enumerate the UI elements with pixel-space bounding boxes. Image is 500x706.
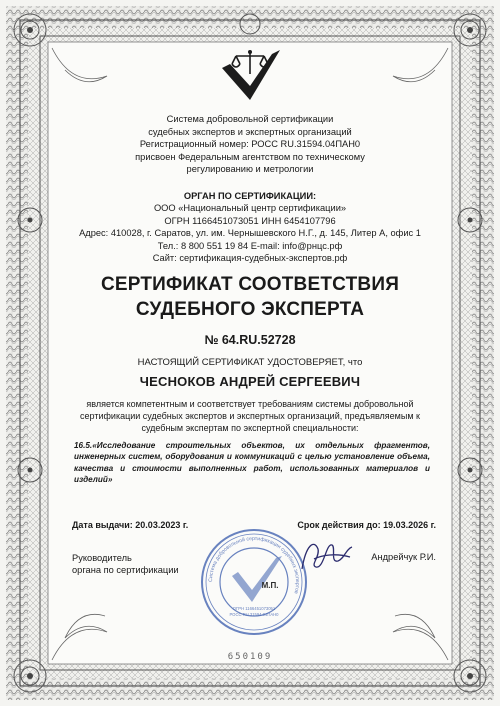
compliance-line: судебным экспертам по экспертной специальности: <box>141 423 359 434</box>
head-name: Андрейчук Р.И. <box>371 552 436 562</box>
certificate-title <box>56 272 444 322</box>
certification-system-info <box>56 113 444 176</box>
title-line: СУДЕБНОГО ЭКСПЕРТА <box>135 299 365 320</box>
org-line: ОГРН 1166451073051 ИНН 6454107796 <box>164 215 336 226</box>
head-role-line: органа по сертификации <box>72 565 179 576</box>
seal-ogrn: ОГРН 1166451073051 <box>232 606 276 611</box>
system-line: Система добровольной сертификации <box>166 114 334 124</box>
head-role-line: Руководитель <box>72 553 132 563</box>
scales-logo-icon <box>218 46 282 104</box>
org-line: ООО «Национальный центр сертификации» <box>153 203 347 214</box>
holder-name: ЧЕСНОКОВ АНДРЕЙ СЕРГЕЕВИЧ <box>139 374 361 389</box>
title-line: СЕРТИФИКАТ СООТВЕТСТВИЯ <box>100 274 400 295</box>
seal-reg-number: РОСС RU.31594.04ПАН0 <box>229 612 279 617</box>
certificate-number: № 64.RU.52728 <box>204 333 296 347</box>
expert-specialty: 16.5.«Исследование строительных объектов, их отдельных фрагментов, инженерных систем, оборудования и коммуникаций с целью установление объема, качества и стоимости выполненных работ, использованных материалов и изделий» <box>74 441 430 485</box>
org-line: Сайт: сертификация-судебных-экспертов.рф <box>152 253 348 264</box>
certification-body-heading: ОРГАН ПО СЕРТИФИКАЦИИ: <box>183 191 317 201</box>
system-line: судебных экспертов и экспертных организаций <box>148 126 352 137</box>
system-line: регулированию и метрологии <box>186 164 314 175</box>
org-line: Тел.: 8 800 551 19 84 E-mail: info@рнцс.рф <box>157 240 343 251</box>
handwritten-signature <box>296 535 356 577</box>
compliance-text <box>56 398 444 435</box>
round-seal-stamp <box>196 526 312 638</box>
seal-mp-label: М.П. <box>261 581 279 590</box>
head-title <box>72 552 179 577</box>
certification-body-info <box>56 190 444 264</box>
compliance-line: сертификации судебных экспертов и экспертных организаций, предъявляемым к <box>80 411 420 422</box>
compliance-line: является компетентным и соответствует требованиям системы добровольной <box>86 399 414 409</box>
certifies-statement: НАСТОЯЩИЙ СЕРТИФИКАТ УДОСТОВЕРЯЕТ, что <box>137 357 363 368</box>
serial-number: 650109 <box>227 652 273 662</box>
valid-until-date: Срок действия до: 19.03.2026 г. <box>297 520 436 530</box>
system-line: присвоен Федеральным агентством по техническому <box>135 151 365 162</box>
issue-date: Дата выдачи: 20.03.2023 г. <box>72 520 189 530</box>
system-line: Регистрационный номер: РОСС RU.31594.04ПАН0 <box>139 139 361 150</box>
seal-ring-text: Система добровольной сертификации судебных экспертов <box>207 535 301 595</box>
org-line: Адрес: 410028, г. Саратов, ул. им. Чернышевского Н.Г., д. 145, Литер А, офис 1 <box>79 228 421 239</box>
svg-text:Система добровольной сертифика <box>208 536 300 595</box>
